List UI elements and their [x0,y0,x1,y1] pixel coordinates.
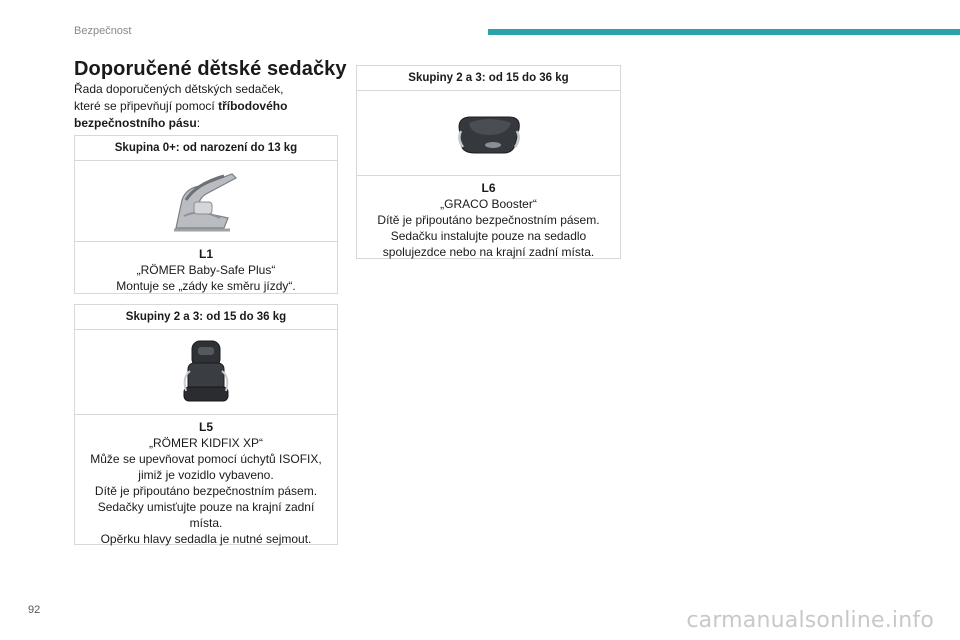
seat-line: „RÖMER KIDFIX XP“ [148,436,263,450]
seat-table-l1 [74,135,338,294]
seat-group-heading: Skupiny 2 a 3: od 15 do 36 kg [75,305,337,330]
seat-group-heading: Skupiny 2 a 3: od 15 do 36 kg [357,66,620,91]
page-number: 92 [28,604,41,616]
seat-line: „RÖMER Baby-Safe Plus“ [136,263,276,277]
seat-line: spolujezdce nebo na krajní zadní místa. [382,245,595,259]
seat-group-heading: Skupina 0+: od narození do 13 kg [75,136,337,161]
intro-line-2-bold: tříbodového [218,99,288,113]
seat-line: Sedačky umisťujte pouze na krajní zadní [97,500,315,514]
section-label: Bezpečnost [74,25,132,37]
seat-code: L6 [481,181,496,195]
watermark: carmanualsonline.info [686,608,934,633]
seat-line: místa. [189,516,223,530]
intro-line-1: Řada doporučených dětských sedaček, [74,82,284,96]
seat-image-cell [75,161,337,242]
intro-text [74,81,336,132]
seat-line: Dítě je připoutáno bezpečnostním pásem. [94,484,318,498]
seat-code: L1 [198,247,213,261]
seat-image-cell [357,91,620,176]
seat-line: Opěrku hlavy sedadla je nutné sejmout. [100,532,312,546]
seat-line: Může se upevňovat pomocí úchytů ISOFIX, [90,452,322,466]
booster-seat-icon [176,337,236,407]
seat-description [357,176,620,266]
seat-description [75,242,337,300]
intro-line-3-post: : [196,116,201,130]
seat-line: Sedačku instalujte pouze na sedadlo [390,229,587,243]
seat-table-l6 [356,65,621,259]
infant-carrier-icon [166,166,246,236]
seat-image-cell [75,330,337,415]
seat-line: „GRACO Booster“ [440,197,537,211]
seat-line: jimiž je vozidlo vybaveno. [138,468,274,482]
intro-line-2-pre: které se připevňují pomocí [74,99,219,113]
page-title: Doporučené dětské sedačky [74,58,347,80]
seat-line: Dítě je připoutáno bezpečnostním pásem. [377,213,600,227]
seat-line: Montuje se „zády ke směru jízdy“. [116,279,296,293]
seat-description [75,415,337,553]
intro-line-3-bold: bezpečnostního pásu [74,116,197,130]
booster-cushion-icon [453,105,525,161]
seat-table-l5 [74,304,338,545]
header-accent-bar [488,29,960,35]
seat-code: L5 [198,420,213,434]
